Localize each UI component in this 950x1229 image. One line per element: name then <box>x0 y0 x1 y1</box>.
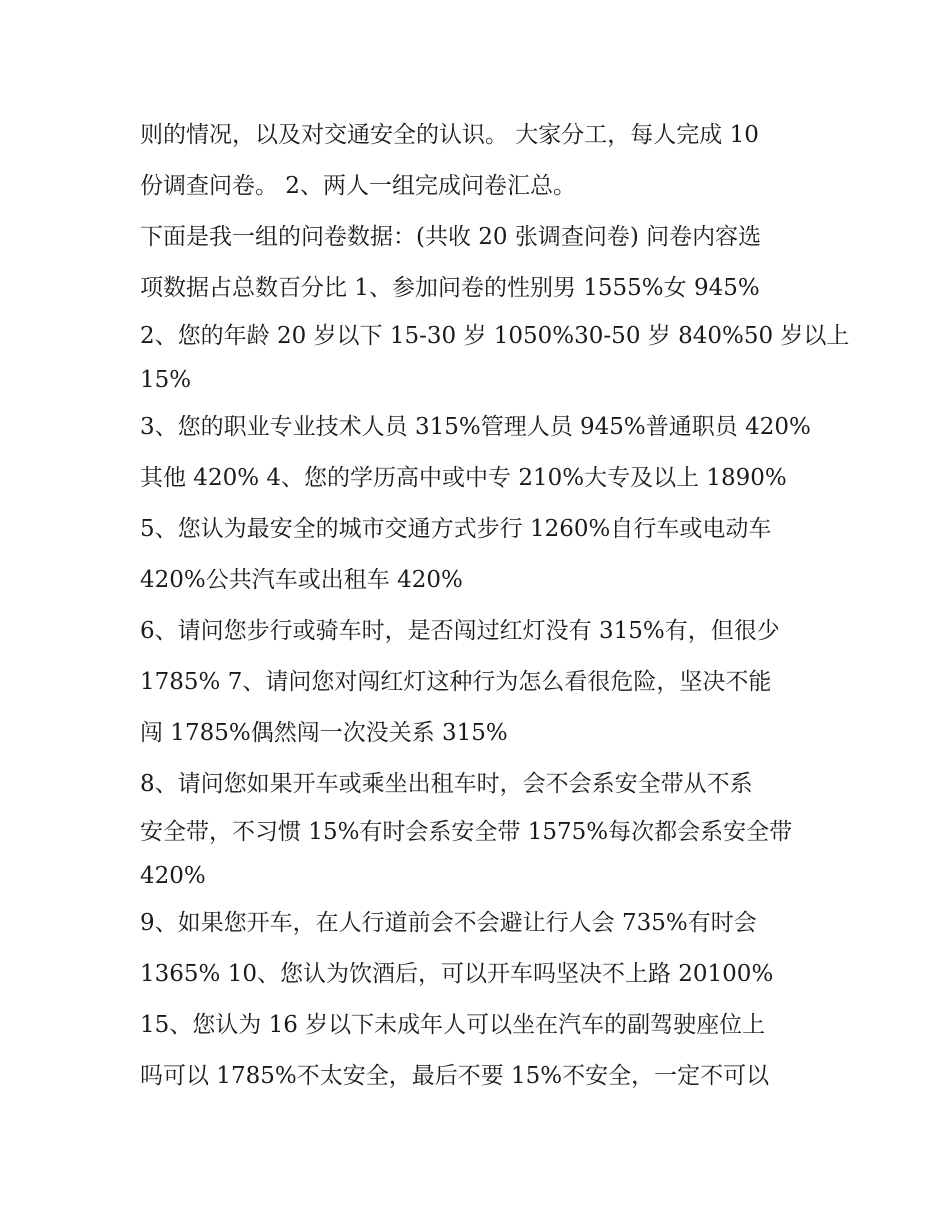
paragraph <box>140 314 850 402</box>
text-line: 闯 1785%偶然闯一次没关系 315% <box>140 720 508 746</box>
text-line: 420% <box>140 863 206 889</box>
text-line: 项数据占总数百分比 1、参加问卷的性别男 1555%女 945% <box>140 275 760 301</box>
text-line: 吗可以 1785%不太安全，最后不要 15%不安全，一定不可以 <box>140 1063 770 1089</box>
paragraph <box>140 1000 830 1102</box>
text-line: 下面是我一组的问卷数据：(共收 20 张调查问卷) 问卷内容选 <box>140 224 762 250</box>
text-line: 1785% 7、请问您对闯红灯这种行为怎么看很危险，坚决不能 <box>140 669 772 695</box>
text-line: 1365% 10、您认为饮酒后，可以开车吗坚决不上路 20100% <box>140 961 774 987</box>
text-line: 5、您认为最安全的城市交通方式步行 1260%自行车或电动车 <box>140 516 772 542</box>
text-line: 15、您认为 16 岁以下未成年人可以坐在汽车的副驾驶座位上 <box>140 1012 766 1038</box>
text-line: 2、您的年龄 20 岁以下 15-30 岁 1050%30-50 岁 840%50 岁以上 <box>140 323 850 349</box>
text-line: 9、如果您开车，在人行道前会不会避让行人会 735%有时会 <box>140 910 757 936</box>
paragraph <box>140 504 830 606</box>
text-line: 15% <box>140 367 192 393</box>
text-line: 份调查问卷。 2、两人一组完成问卷汇总。 <box>140 173 576 199</box>
paragraph <box>140 898 830 1000</box>
text-line: 安全带，不习惯 15%有时会系安全带 1575%每次都会系安全带 <box>140 819 793 845</box>
paragraph <box>140 212 830 314</box>
text-line: 8、请问您如果开车或乘坐出租车时，会不会系安全带从不系 <box>140 771 753 797</box>
paragraph <box>140 110 830 212</box>
text-line: 6、请问您步行或骑车时，是否闯过红灯没有 315%有，但很少 <box>140 618 780 644</box>
text-line: 则的情况，以及对交通安全的认识。 大家分工，每人完成 10 <box>140 122 759 148</box>
text-line: 其他 420% 4、您的学历高中或中专 210%大专及以上 1890% <box>140 465 787 491</box>
paragraph <box>140 606 830 759</box>
text-line: 420%公共汽车或出租车 420% <box>140 567 463 593</box>
text-line: 3、您的职业专业技术人员 315%管理人员 945%普通职员 420% <box>140 414 811 440</box>
paragraph <box>140 759 830 898</box>
document-body <box>140 110 850 1102</box>
paragraph <box>140 402 830 504</box>
